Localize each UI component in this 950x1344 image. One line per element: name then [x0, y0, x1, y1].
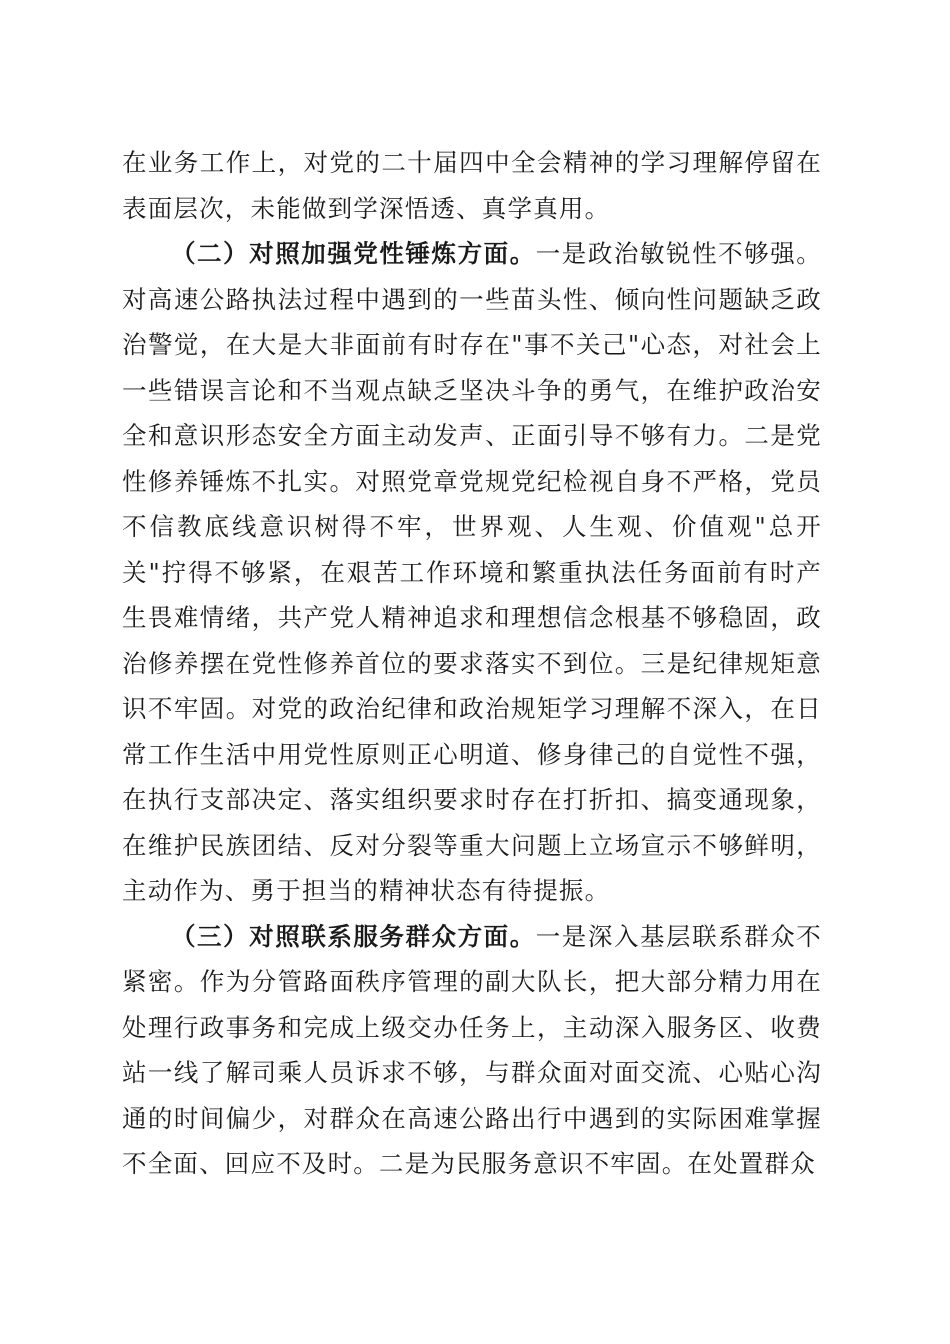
section-heading-two: （二）对照加强党性锤炼方面。 [171, 239, 536, 268]
paragraph-party-spirit [122, 231, 822, 914]
section-heading-three: （三）对照联系服务群众方面。 [171, 921, 536, 951]
paragraph-continuation [122, 140, 822, 231]
paragraph-text: 一是政治敏锐性不够强。对高速公路执法过程中遇到的一些苗头性、倾向性问题缺乏政治警觉，在大是大非面前有时存在"事不关己"心态，对社会上一些错误言论和不当观点缺乏坚决斗争的勇气，在维护政治安全和意识形态安全方面主动发声、正面引导不够有力。二是党性修养锤炼不扎实。对照党章党规党纪检视自身不严格，党员不信教底线意识树得不牢，世界观、人生观、价值观"总开关"拧得不够紧，在艰苦工作环境和繁重执法任务面前有时产生畏难情绪，共产党人精神追求和理想信念根基不够稳固，政治修养摆在党性修养首位的要求落实不到位。三是纪律规矩意识不牢固。对党的政治纪律和政治规矩学习理解不深入，在日常工作生活中用党性原则正心明道、修身律己的自觉性不强，在执行支部决定、落实组织要求时存在打折扣、搞变通现象，在维护民族团结、反对分裂等重大问题上立场宣示不够鲜明，主动作为、勇于担当的精神状态有待提振。 [122, 239, 822, 905]
paragraph-text: 在业务工作上，对党的二十届四中全会精神的学习理解停留在表面层次，未能做到学深悟透、真学真用。 [122, 148, 822, 223]
paragraph-text: 一是深入基层联系群众不紧密。作为分管路面秩序管理的副大队长，把大部分精力用在处理行政事务和完成上级交办任务上，主动深入服务区、收费站一线了解司乘人员诉求不够，与群众面对面交流、心贴心沟通的时间偏少，对群众在高速公路出行中遇到的实际困难掌握不全面、回应不及时。二是为民服务意识不牢固。在处置群众 [122, 921, 822, 1178]
paragraph-serving-masses [122, 914, 822, 1187]
document-body [122, 140, 822, 1187]
